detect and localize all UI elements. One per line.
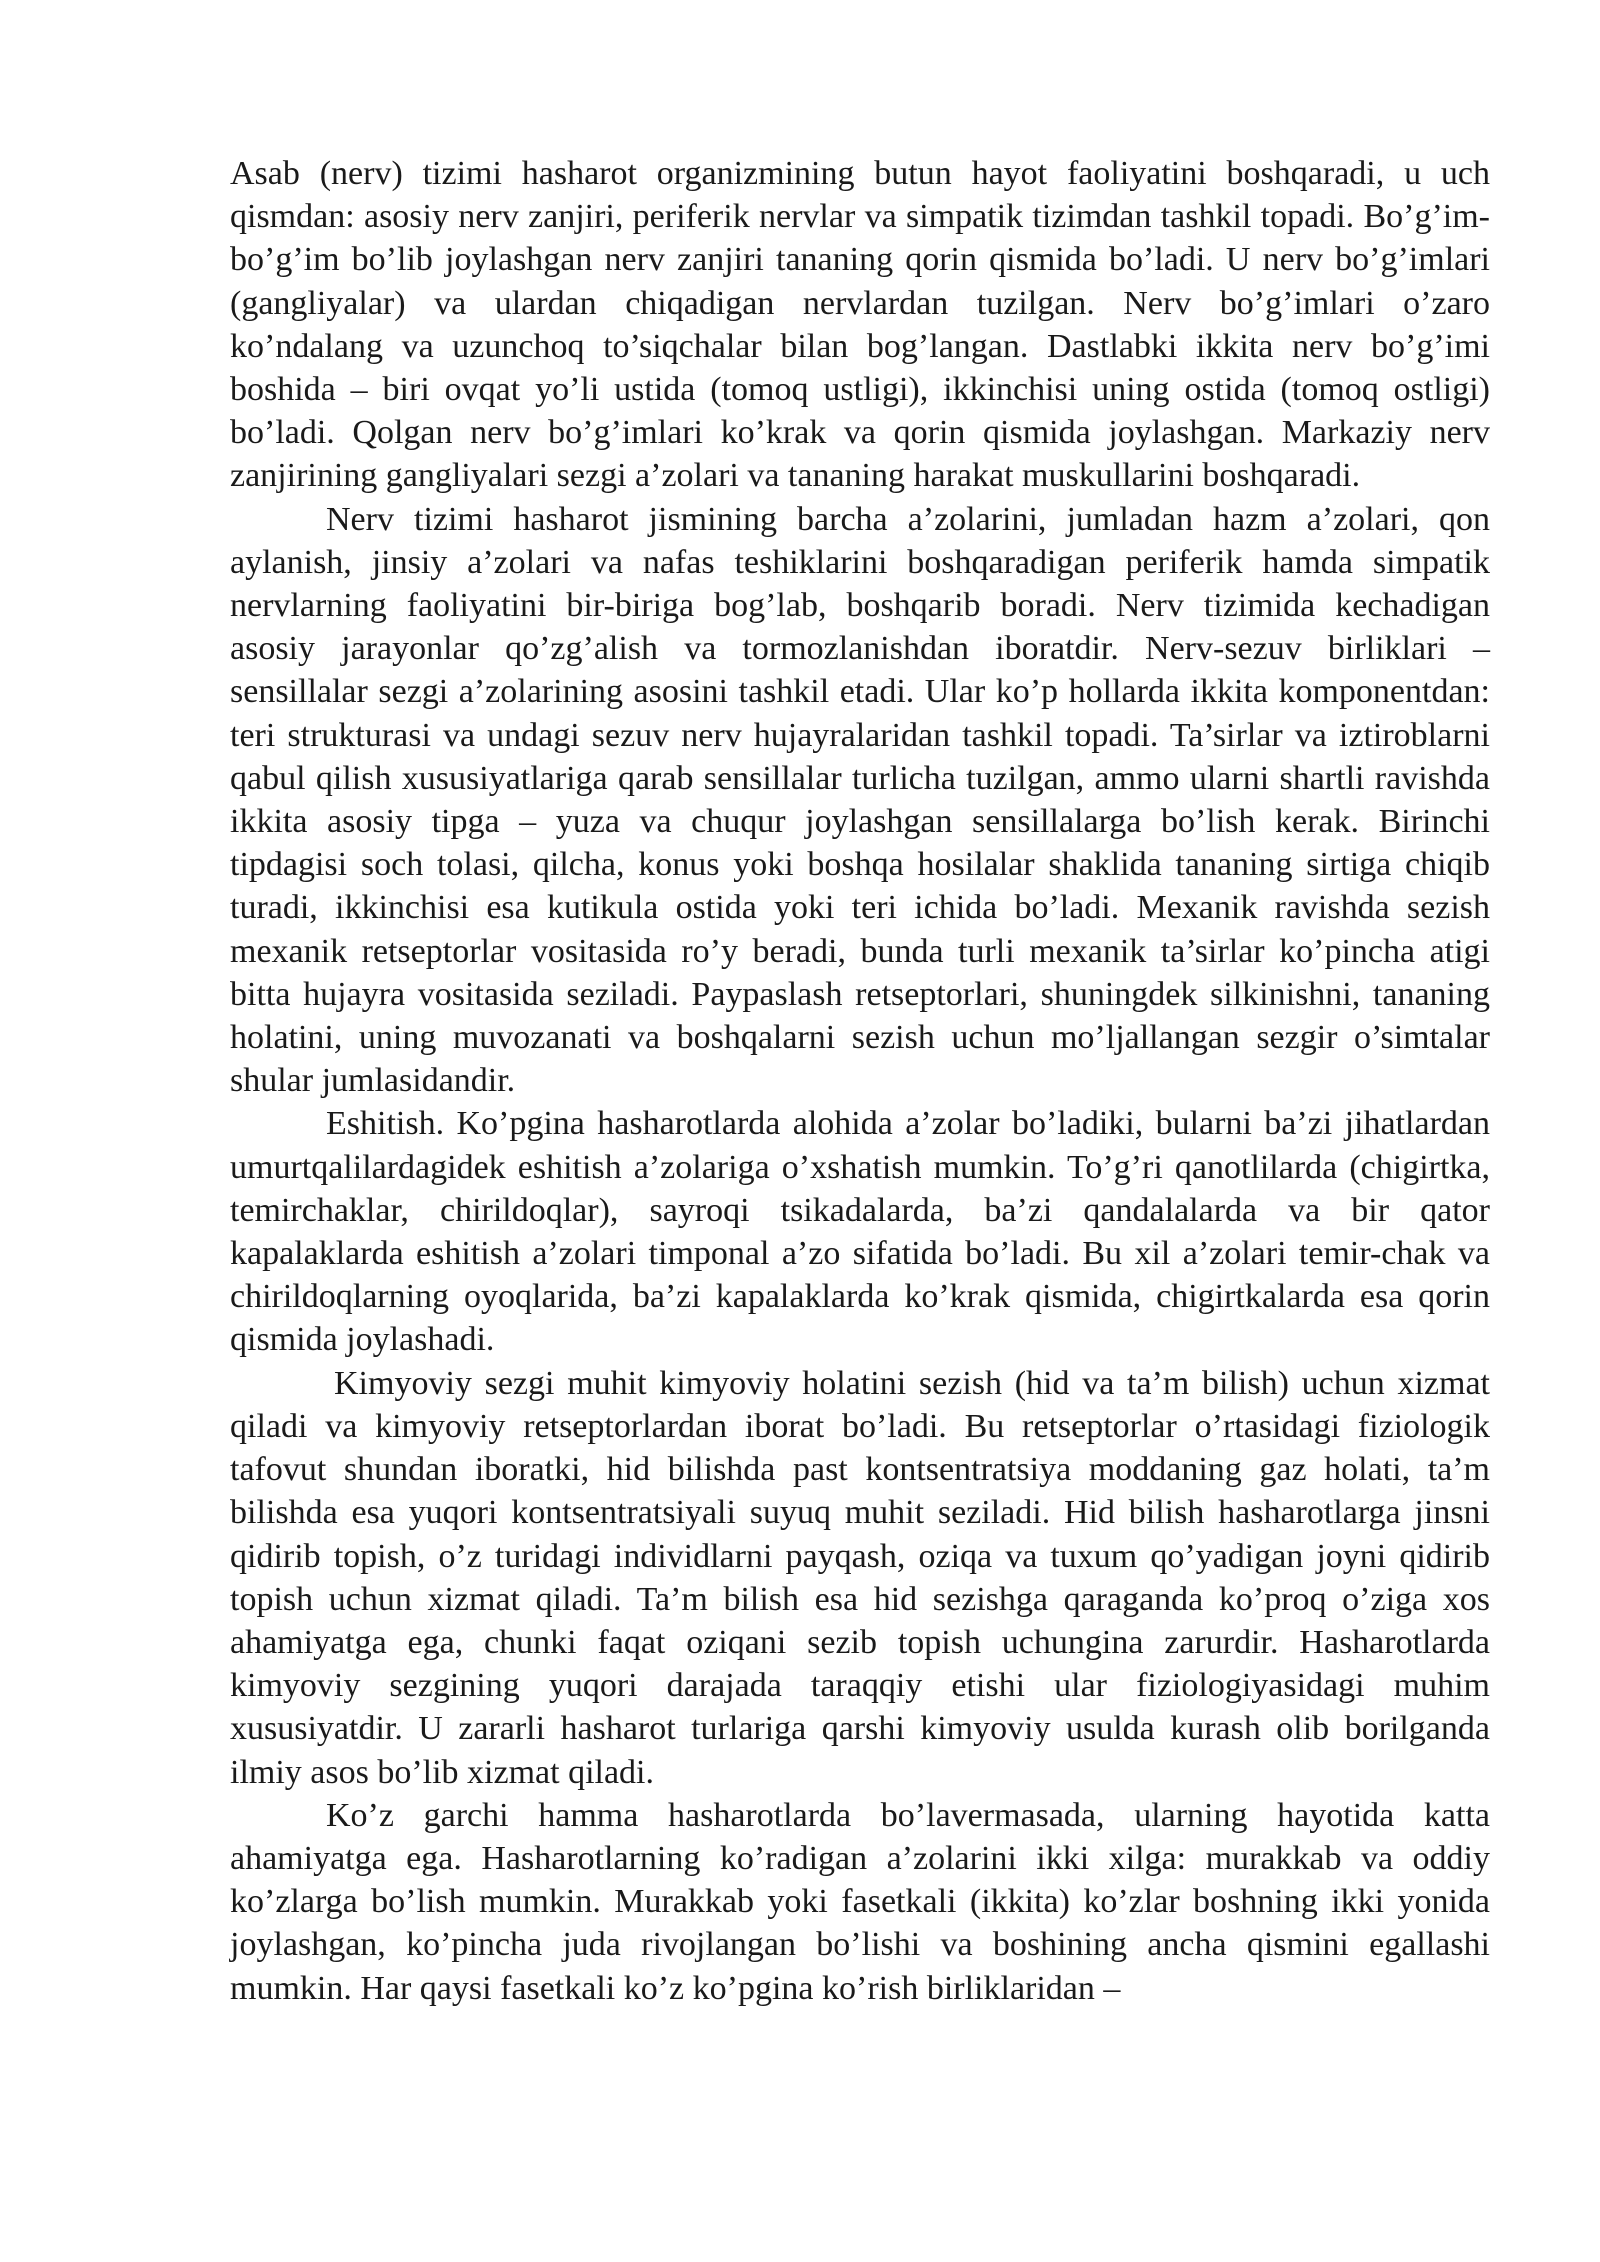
document-page bbox=[230, 152, 1490, 2010]
paragraph-hearing: Eshitish. Ko’pgina hasharotlarda alohida a’zolar bo’ladiki, bularni ba’zi jihatlardan umurtqalilardagidek eshitish a’zolariga o’xshatish mumkin. To’g’ri qanotlilarda (chigirtka, temirchaklar, chirildoqlar), sayroqi tsikadalarda, ba’zi qandalalarda va bir qator kapalaklarda eshitish a’zolari timponal a’zo sifatida bo’ladi. Bu xil a’zolari temir-chak va chirildoqlarning oyoqlarida, ba’zi kapalaklarda ko’krak qismida, chigirtkalarda esa qorin qismida joylashadi. bbox=[230, 1105, 1490, 1359]
paragraph-eyes: Ko’z garchi hamma hasharotlarda bo’lavermasada, ularning hayotida katta ahamiyatga ega. Hasharotlarning ko’radigan a’zolarini ikki xilga: murakkab va oddiy ko’zlarga bo’lish mumkin. Murakkab yoki fasetkali (ikkita) ko’zlar boshning ikki yonida joylashgan, ko’pincha juda rivojlangan bo’lishi va boshining ancha qismini egallashi mumkin. Har qaysi fasetkali ko’z ko’pgina ko’rish birliklaridan – bbox=[230, 1796, 1490, 2007]
paragraph-nervous-system: Asab (nerv) tizimi hasharot organizmining butun hayot faoliyatini boshqaradi, u uch qismdan: asosiy nerv zanjiri, periferik nervlar va simpatik tizimdan tashkil topadi. Bo’g’im-bo’g’im bo’lib joylashgan nerv zanjiri tananing qorin qismida bo’ladi. U nerv bo’g’imlari (gangliyalar) va ulardan chiqadigan nervlardan tuzilgan. Nerv bo’g’imlari o’zaro ko’ndalang va uzunchoq to’siqchalar bilan bog’langan. Dastlabki ikkita nerv bo’g’imi boshida – biri ovqat yo’li ustida (tomoq ustligi), ikkinchisi uning ostida (tomoq ostligi) bo’ladi. Qolgan nerv bo’g’imlari ko’krak va qorin qismida joylashgan. Markaziy nerv zanjirining gangliyalari sezgi a’zolari va tananing harakat muskullarini boshqaradi. bbox=[230, 155, 1490, 495]
paragraph-chemical-sense: Kimyoviy sezgi muhit kimyoviy holatini sezish (hid va ta’m bilish) uchun xizmat qiladi va kimyoviy retseptorlardan iborat bo’ladi. Bu retseptorlar o’rtasidagi fiziologik tafovut shundan iboratki, hid bilishda past kontsentratsiya moddaning gaz holati, ta’m bilishda esa yuqori kontsentratsiyali suyuq muhit seziladi. Hid bilish hasharotlarga jinsni qidirib topish, o’z turidagi individlarni payqash, oziqa va tuxum qo’yadigan joyni qidirib topish uchun xizmat qiladi. Ta’m bilish esa hid sezishga qaraganda ko’proq o’ziga xos ahamiyatga ega, chunki faqat oziqani sezib topish uchungina zarurdir. Hasharotlarda kimyoviy sezgining yuqori darajada taraqqiy etishi ular fiziologiyasidagi muhim xususiyatdir. U zararli hasharot turlariga qarshi kimyoviy usulda kurash olib borilganda ilmiy asos bo’lib xizmat qiladi. bbox=[230, 1364, 1490, 1791]
paragraph-sensilla: Nerv tizimi hasharot jismining barcha a’zolarini, jumladan hazm a’zolari, qon aylanish, jinsiy a’zolari va nafas teshiklarini boshqaradigan periferik hamda simpatik nervlarning faoliyatini bir-biriga bog’lab, boshqarib boradi. Nerv tizimida kechadigan asosiy jarayonlar qo’zg’alish va tormozlanishdan iboratdir. Nerv-sezuv birliklari – sensillalar sezgi a’zolarining asosini tashkil etadi. Ular ko’p hollarda ikkita komponentdan: teri strukturasi va undagi sezuv nerv hujayralaridan tashkil topadi. Ta’sirlar va iztiroblarni qabul qilish xususiyatlariga qarab sensillalar turlicha tuzilgan, ammo ularni shartli ravishda ikkita asosiy tipga – yuza va chuqur joylashgan sensillalarga bo’lish kerak. Birinchi tipdagisi soch tolasi, qilcha, konus yoki boshqa hosilalar shaklida tananing sirtiga chiqib turadi, ikkinchisi esa kutikula ostida yoki teri ichida bo’ladi. Mexanik ravishda sezish mexanik retseptorlar vositasida ro’y beradi, bunda turli mexanik ta’sirlar ko’pincha atigi bitta hujayra vositasida seziladi. Paypaslash retseptorlari, shuningdek silkinishni, tananing holatini, uning muvozanati va boshqalarni sezish uchun mo’ljallangan sezgir o’simtalar shular jumlasidandir. bbox=[230, 500, 1490, 1100]
